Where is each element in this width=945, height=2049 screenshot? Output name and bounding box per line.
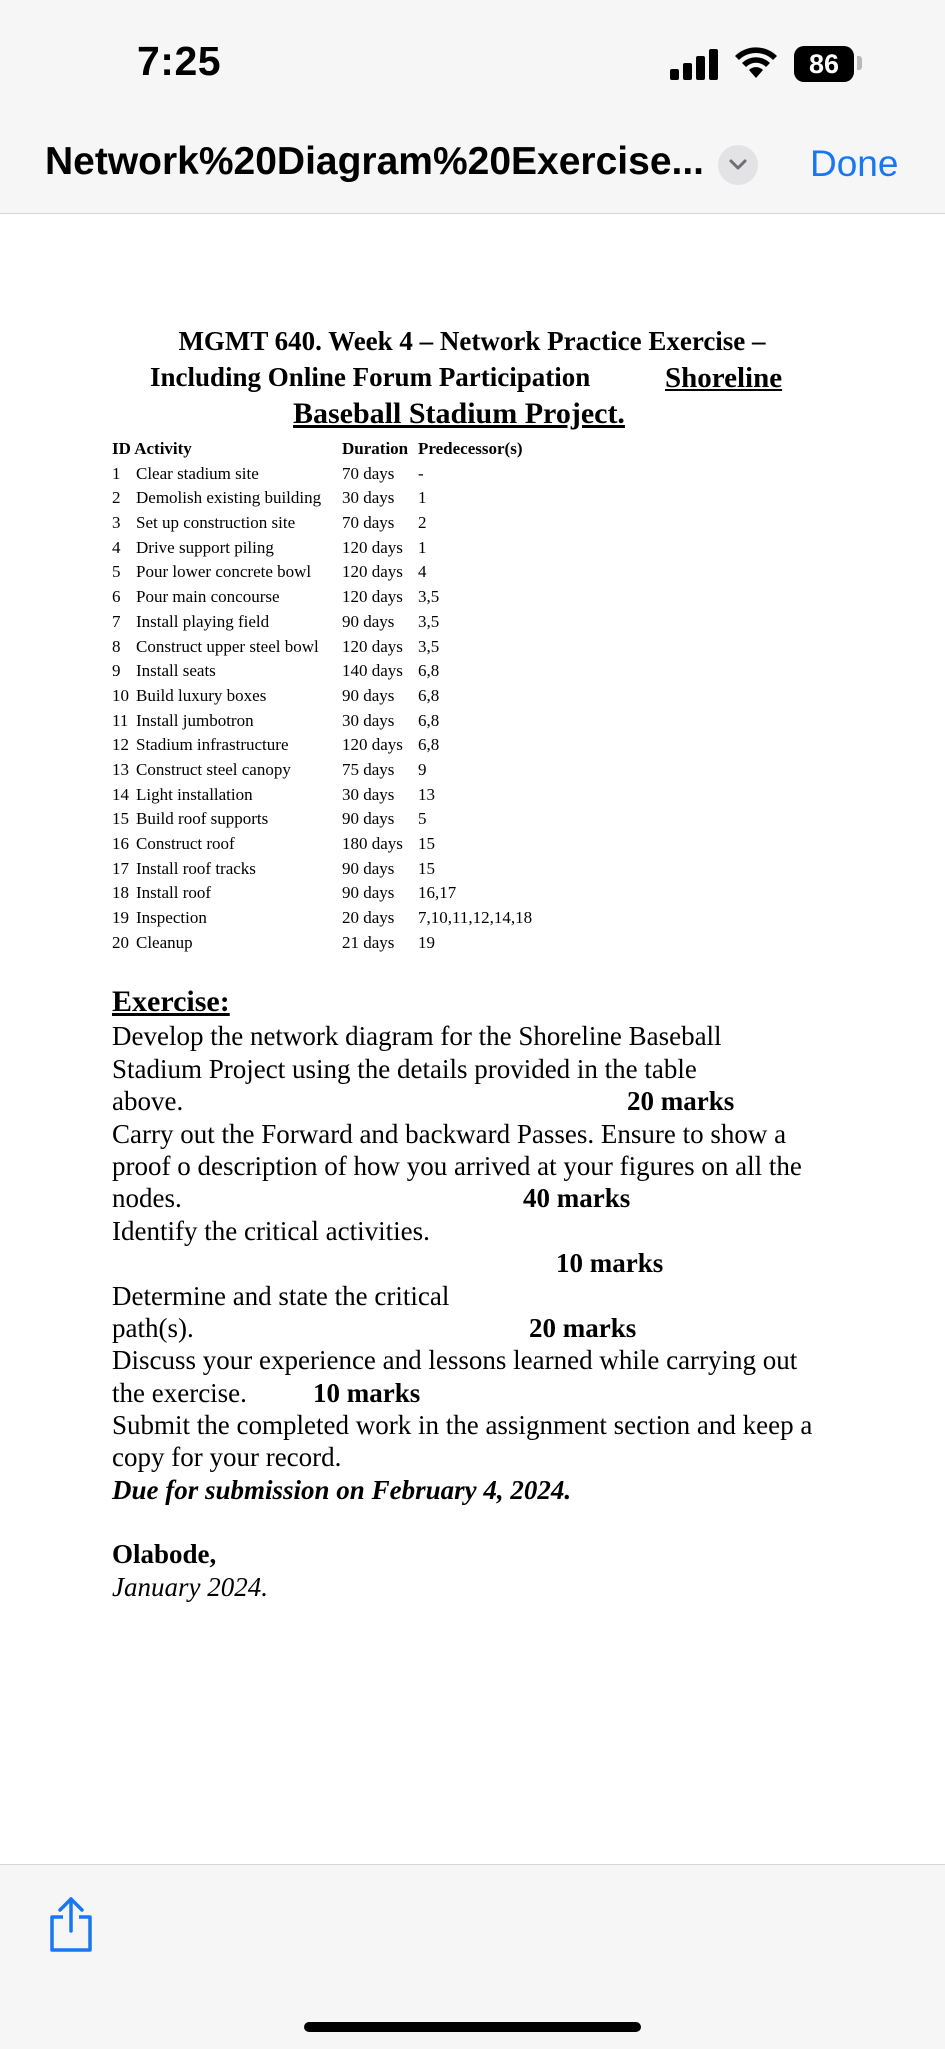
exercise-section [112,986,852,1603]
wifi-icon [733,44,779,80]
exercise-line: Identify the critical activities. [112,1215,430,1246]
row-activity: Set up construction site [136,513,296,533]
exercise-line [112,1377,852,1409]
header-predecessor: Predecessor(s) [418,439,523,458]
row-activity: Stadium infrastructure [136,735,289,755]
exercise-text: nodes. [112,1183,182,1214]
row-activity: Clear stadium site [136,463,259,483]
row-predecessors: 2 [418,513,427,533]
row-id: 10 [112,685,129,705]
row-predecessors: 3,5 [418,587,440,607]
row-id: 11 [112,710,129,730]
row-id: 7 [112,611,121,631]
marks-label: 20 marks [627,1086,735,1117]
heading-line-2-left: Including Online Forum Participation [150,362,591,392]
exercise-text: the exercise. [112,1377,247,1408]
marks-label: 40 marks [523,1183,631,1214]
exercise-line: Stadium Project using the details provided in the table [112,1053,697,1084]
signature-date: January 2024. [112,1571,268,1602]
row-activity: Install roof [136,883,212,903]
row-activity: Install jumbotron [136,710,254,730]
row-duration: 30 days [342,488,395,508]
exercise-title: Exercise: [112,985,230,1018]
row-predecessors: 3,5 [418,636,440,656]
exercise-line [112,1085,852,1117]
document-title: Network%20Diagram%20Exercise... [45,140,705,183]
row-activity: Construct roof [136,834,235,853]
row-duration: 70 days [342,513,395,533]
exercise-line: Develop the network diagram for the Shoreline Baseball [112,1021,722,1052]
row-activity: Pour lower concrete bowl [136,562,312,582]
row-id: 20 [112,932,129,952]
row-id: 9 [112,661,121,681]
row-id: 16 [112,834,129,853]
row-duration: 90 days [342,883,395,903]
row-activity: Cleanup [136,932,193,952]
home-indicator [304,2022,641,2032]
exercise-text: above. [112,1086,184,1117]
row-duration: 30 days [342,784,395,804]
row-id: 17 [112,858,129,878]
row-predecessors: 19 [418,932,435,952]
row-duration: 90 days [342,809,395,829]
row-id: 13 [112,759,129,779]
bottom-toolbar [0,1864,945,2049]
row-id: 12 [112,735,129,755]
row-duration: 75 days [342,759,395,779]
row-duration: 120 days [342,537,403,557]
row-activity: Construct upper steel bowl [136,636,319,656]
exercise-line: Determine and state the critical [112,1280,450,1311]
row-duration: 90 days [342,858,395,878]
row-activity: Inspection [136,908,207,928]
row-id: 18 [112,883,129,903]
due-date: Due for submission on February 4, 2024. [112,1474,572,1505]
heading-line-1: MGMT 640. Week 4 – Network Practice Exercise – [178,326,766,356]
header-duration: Duration [342,439,409,458]
exercise-line: Discuss your experience and lessons learned while carrying out [112,1345,798,1376]
row-activity: Construct steel canopy [136,759,291,779]
row-activity: Light installation [136,784,253,804]
row-id: 15 [112,809,129,829]
row-predecessors: 1 [418,488,427,508]
battery-nub [857,56,862,70]
row-predecessors: - [418,463,424,483]
exercise-line: Submit the completed work in the assignment section and keep a [112,1410,813,1441]
row-duration: 120 days [342,562,403,582]
row-duration: 180 days [342,834,403,853]
exercise-line [112,1312,852,1344]
marks-label: 20 marks [529,1312,637,1343]
row-id: 5 [112,562,121,582]
row-predecessors: 3,5 [418,611,440,631]
heading-line-3: Baseball Stadium Project. [293,397,625,430]
row-activity: Pour main concourse [136,587,280,607]
exercise-line [112,1182,852,1214]
row-duration: 140 days [342,661,403,681]
row-predecessors: 15 [418,834,435,853]
row-predecessors: 6,8 [418,710,440,730]
chevron-down-icon[interactable] [718,145,758,185]
row-duration: 21 days [342,932,395,952]
share-icon[interactable] [48,1895,94,1953]
document-page [0,214,945,1864]
row-duration: 90 days [342,685,395,705]
row-duration: 120 days [342,587,403,607]
row-id: 19 [112,908,129,928]
signer-name: Olabode, [112,1539,217,1570]
row-duration: 120 days [342,735,403,755]
row-duration: 30 days [342,710,395,730]
exercise-text: path(s). [112,1312,194,1343]
row-duration: 90 days [342,611,395,631]
row-duration: 20 days [342,908,395,928]
battery-icon: 86 [794,46,854,82]
row-id: 2 [112,488,121,508]
row-activity: Install roof tracks [136,858,256,878]
exercise-line: Carry out the Forward and backward Passes. Ensure to show a [112,1118,787,1149]
row-predecessors: 6,8 [418,685,440,705]
heading-line-2 [150,362,850,393]
row-predecessors: 13 [418,784,435,804]
row-predecessors: 6,8 [418,661,440,681]
row-activity: Build roof supports [136,809,269,829]
row-activity: Install playing field [136,611,270,631]
heading-line-2-right: Shoreline [665,362,783,394]
row-activity: Install seats [136,661,216,681]
row-activity: Demolish existing building [136,488,322,508]
row-id: 3 [112,513,121,533]
header-id-activity: ID Activity [112,439,192,458]
row-id: 4 [112,537,121,557]
cellular-signal-icon [670,48,720,80]
exercise-line: copy for your record. [112,1442,342,1473]
marks-label: 10 marks [313,1377,421,1408]
row-duration: 120 days [342,636,403,656]
row-id: 6 [112,587,121,607]
row-id: 1 [112,463,121,483]
top-bar [0,0,945,214]
row-activity: Build luxury boxes [136,685,267,705]
row-predecessors: 1 [418,537,427,557]
done-button[interactable]: Done [810,143,899,184]
row-predecessors: 6,8 [418,735,440,755]
status-time: 7:25 [137,38,222,84]
row-id: 14 [112,784,129,804]
row-predecessors: 4 [418,562,427,582]
exercise-line [112,1247,852,1279]
marks-label: 10 marks [556,1248,664,1279]
row-duration: 70 days [342,463,395,483]
row-predecessors: 15 [418,858,435,878]
row-predecessors: 7,10,11,12,14,18 [418,908,533,928]
row-predecessors: 5 [418,809,427,829]
row-id: 8 [112,636,121,656]
row-predecessors: 9 [418,759,427,779]
row-activity: Drive support piling [136,537,274,557]
exercise-line: proof o description of how you arrived at your figures on all the [112,1150,802,1181]
row-predecessors: 16,17 [418,883,457,903]
